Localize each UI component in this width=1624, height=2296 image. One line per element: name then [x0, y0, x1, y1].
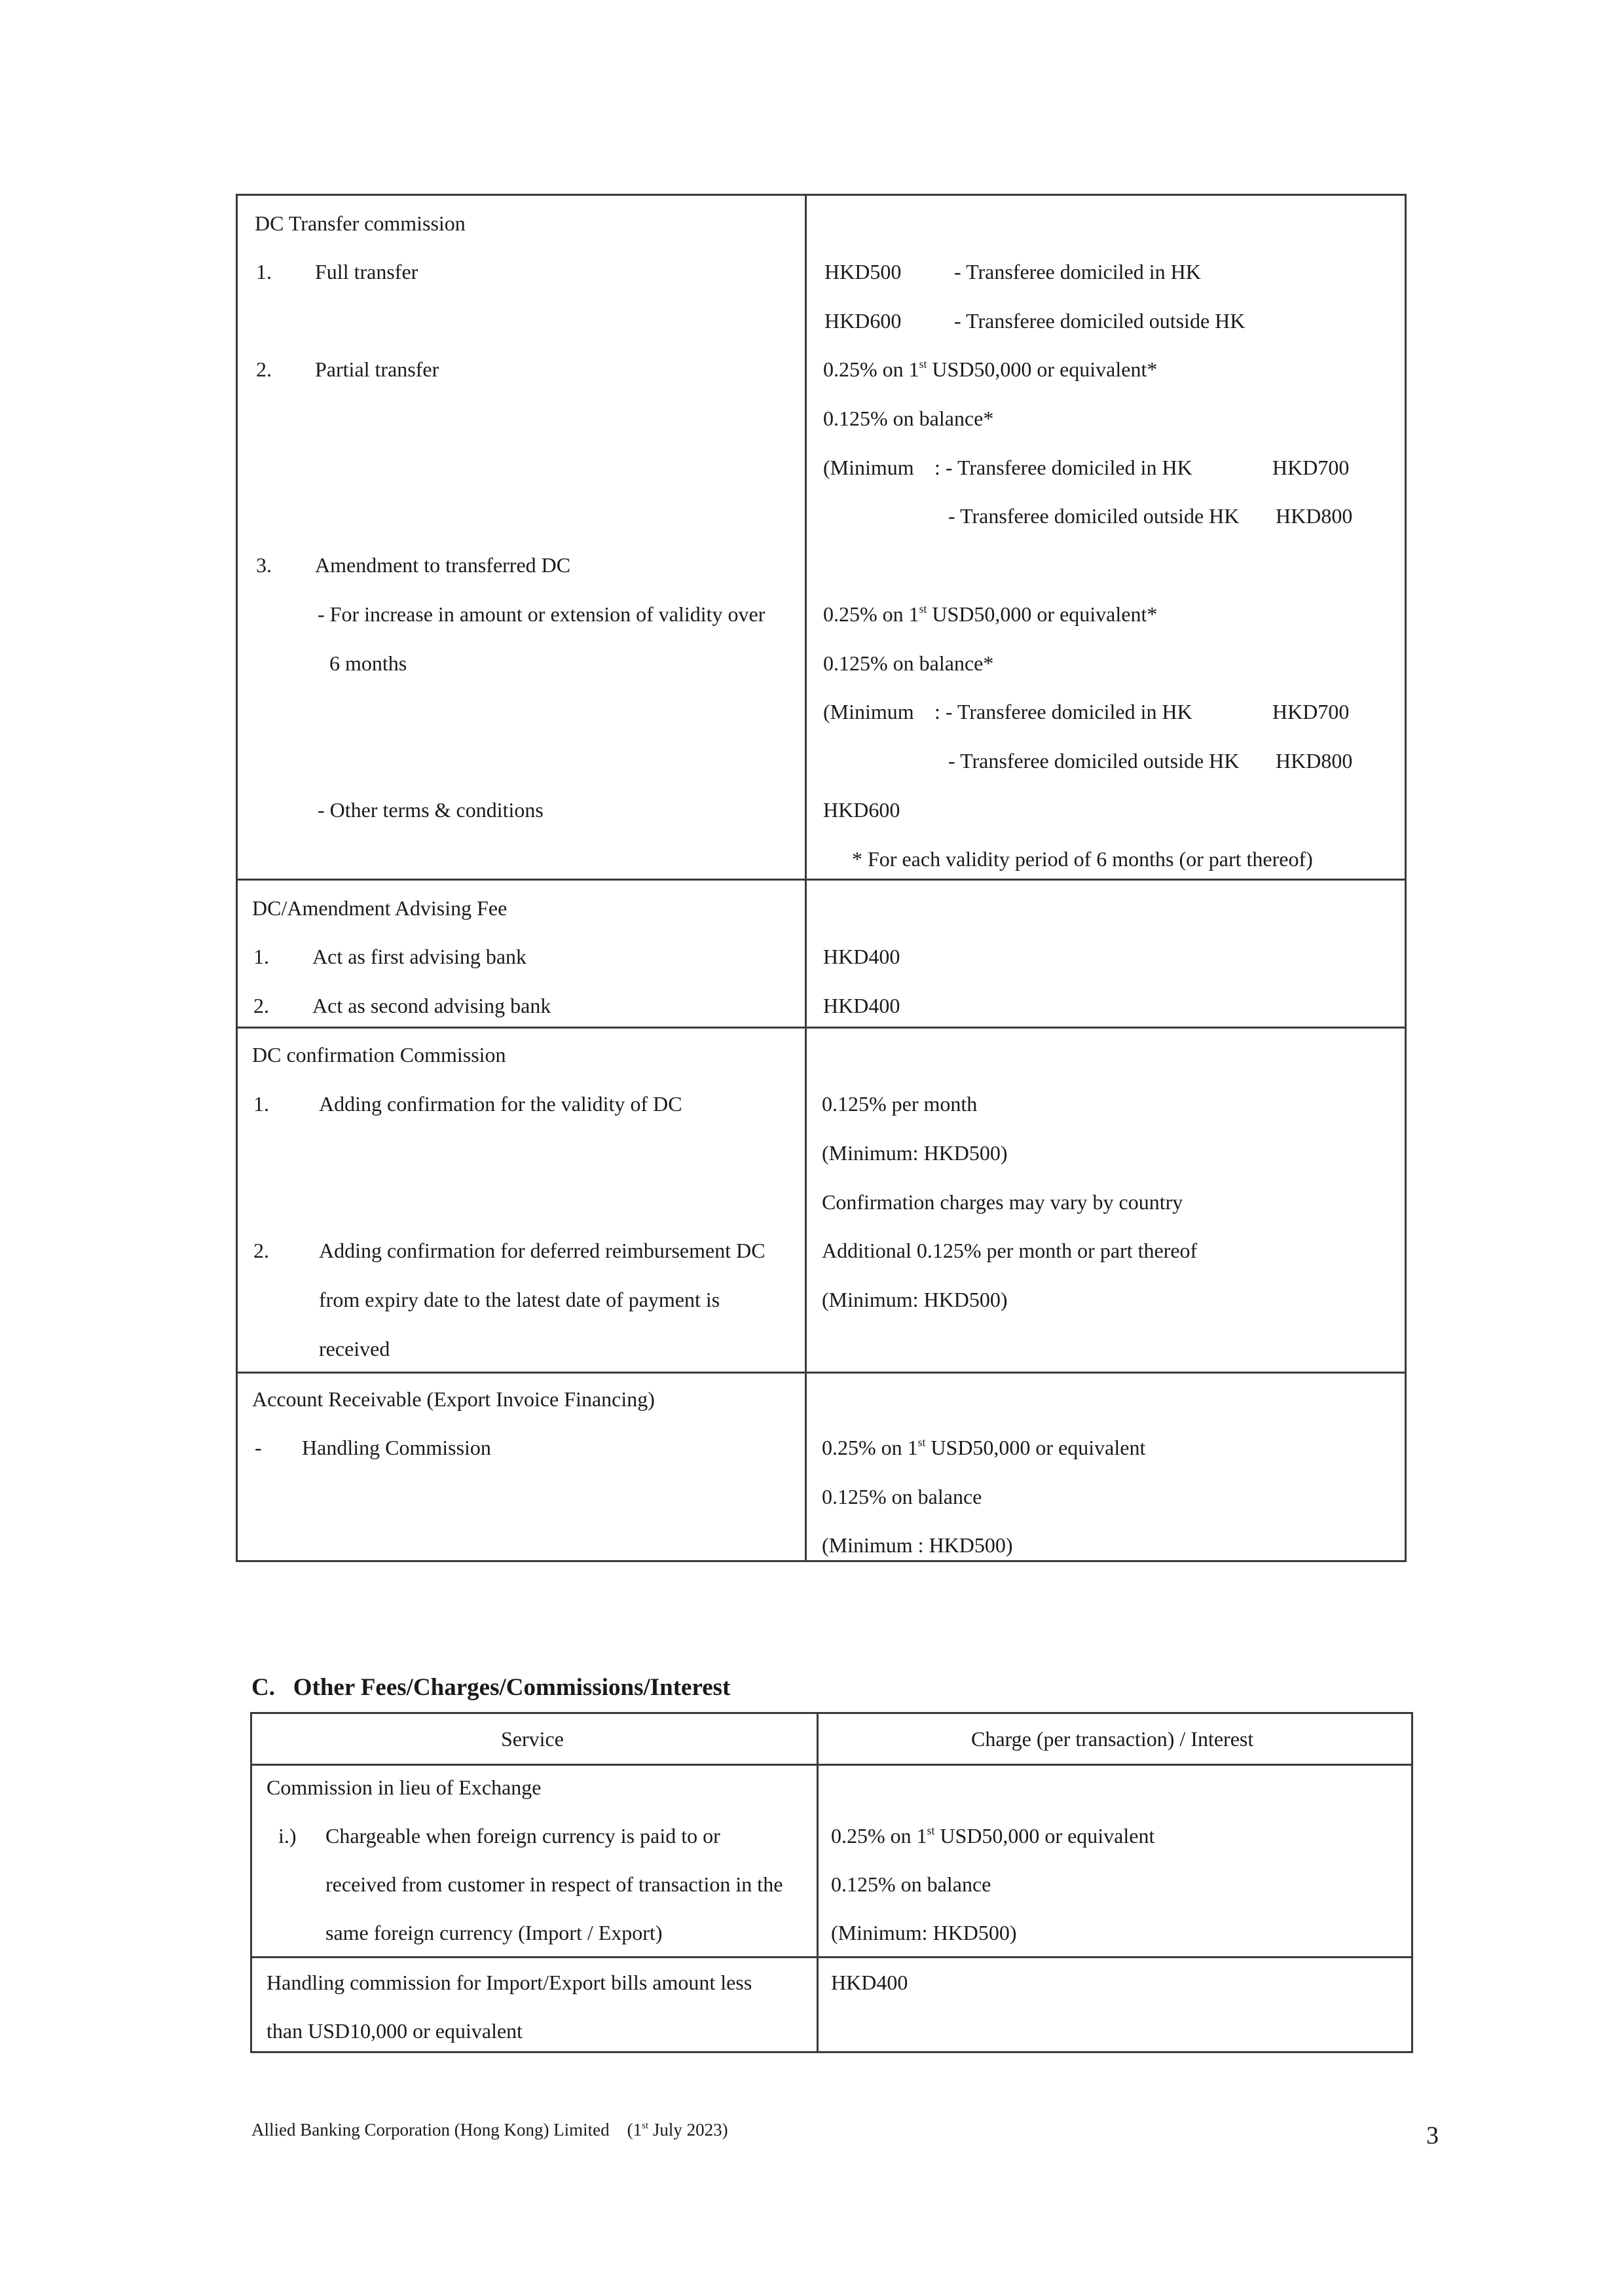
- rate-first-tier: 0.25% on 1st USD50,000 or equivalent*: [823, 602, 1158, 626]
- item-label-amendment: Amendment to transferred DC: [315, 553, 571, 577]
- fee-table-dc: [236, 194, 1407, 1562]
- item-label: from expiry date to the latest date of payment is: [319, 1288, 720, 1311]
- minimum: (Minimum: HKD500): [831, 1921, 1017, 1944]
- rate: 0.125% per month: [822, 1092, 978, 1116]
- rate-first-tier: 0.25% on 1st USD50,000 or equivalent: [831, 1823, 1155, 1848]
- minimum: (Minimum: HKD500): [822, 1141, 1008, 1165]
- item-label: Act as second advising bank: [312, 994, 551, 1017]
- row-divider: [252, 1764, 1411, 1766]
- sub-item-label: 6 months: [329, 651, 407, 675]
- row-title: than USD10,000 or equivalent: [267, 2019, 523, 2043]
- item-number: 1.: [256, 260, 272, 283]
- page-number: 3: [1426, 2122, 1439, 2149]
- fee-amount: HKD500: [824, 260, 902, 283]
- row-divider: [252, 1956, 1411, 1958]
- minimum-label: (Minimum: [823, 700, 914, 723]
- rate-first-tier: 0.25% on 1st USD50,000 or equivalent: [822, 1435, 1146, 1459]
- minimum-label: (Minimum: [823, 456, 914, 479]
- minimum-amount: HKD700: [1272, 700, 1350, 723]
- rate: Additional 0.125% per month or part thereof: [822, 1239, 1198, 1262]
- section-c-heading: C. Other Fees/Charges/Commissions/Interest: [251, 1674, 731, 1701]
- rate-balance: 0.125% on balance*: [823, 407, 994, 430]
- bullet: -: [255, 1436, 262, 1459]
- fee-table-other: [250, 1712, 1413, 2053]
- section-title-dc-transfer: DC Transfer commission: [255, 211, 466, 235]
- minimum-amount: HKD800: [1276, 749, 1353, 773]
- section-title-confirmation: DC confirmation Commission: [252, 1043, 506, 1066]
- minimum-description: : - Transferee domiciled in HK: [934, 700, 1192, 723]
- item-label: received: [319, 1337, 390, 1360]
- row-divider: [238, 879, 1405, 881]
- minimum: (Minimum: HKD500): [822, 1288, 1008, 1311]
- sub-item-label: - For increase in amount or extension of validity over: [318, 602, 766, 626]
- company-name: Allied Banking Corporation (Hong Kong) Limited: [251, 2120, 610, 2140]
- item-label: Adding confirmation for deferred reimbursement DC: [319, 1239, 766, 1262]
- sub-item-label: - Other terms & conditions: [318, 798, 544, 822]
- section-title-receivable: Account Receivable (Export Invoice Financing): [252, 1387, 655, 1411]
- column-header-service: Service: [501, 1727, 564, 1751]
- rate-first-tier: 0.25% on 1st USD50,000 or equivalent*: [823, 357, 1158, 381]
- rate-balance: 0.125% on balance*: [823, 651, 994, 675]
- effective-date: (1st July 2023): [627, 2120, 728, 2140]
- item-number: 2.: [256, 357, 272, 381]
- item-label-full-transfer: Full transfer: [315, 260, 418, 283]
- item-label: same foreign currency (Import / Export): [325, 1921, 663, 1944]
- row-title: Handling commission for Import/Export bills amount less: [267, 1971, 752, 1994]
- footnote: * For each validity period of 6 months (or part thereof): [852, 847, 1313, 871]
- page-footer: [251, 2120, 728, 2140]
- minimum-amount: HKD700: [1272, 456, 1350, 479]
- fee-amount: HKD600: [823, 798, 900, 822]
- item-number: 1.: [253, 945, 269, 968]
- rate-balance: 0.125% on balance: [831, 1872, 991, 1896]
- item-label: Adding confirmation for the validity of DC: [319, 1092, 682, 1116]
- minimum: (Minimum : HKD500): [822, 1533, 1013, 1557]
- fee-amount: HKD400: [823, 945, 900, 968]
- column-divider: [805, 196, 807, 1560]
- item-label-partial-transfer: Partial transfer: [315, 357, 439, 381]
- item-label: received from customer in respect of transaction in the: [325, 1872, 783, 1896]
- item-number: 3.: [256, 553, 272, 577]
- note: Confirmation charges may vary by country: [822, 1190, 1183, 1214]
- fee-description: - Transferee domiciled outside HK: [954, 309, 1246, 333]
- item-label: Chargeable when foreign currency is paid to or: [325, 1824, 720, 1848]
- column-header-charge: Charge (per transaction) / Interest: [971, 1727, 1254, 1751]
- minimum-amount: HKD800: [1276, 504, 1353, 528]
- minimum-description: : - Transferee domiciled in HK: [934, 456, 1192, 479]
- item-label: Act as first advising bank: [312, 945, 527, 968]
- fee-amount: HKD600: [824, 309, 902, 333]
- minimum-description: - Transferee domiciled outside HK: [948, 504, 1240, 528]
- item-number: 2.: [253, 1239, 269, 1262]
- item-number: i.): [278, 1824, 297, 1848]
- fee-description: - Transferee domiciled in HK: [954, 260, 1201, 283]
- row-title: Commission in lieu of Exchange: [267, 1776, 542, 1799]
- rate-balance: 0.125% on balance: [822, 1485, 982, 1508]
- minimum-description: - Transferee domiciled outside HK: [948, 749, 1240, 773]
- fee-amount: HKD400: [831, 1971, 908, 1994]
- item-number: 1.: [253, 1092, 269, 1116]
- item-number: 2.: [253, 994, 269, 1017]
- row-divider: [238, 1027, 1405, 1029]
- section-title-advising: DC/Amendment Advising Fee: [252, 896, 507, 920]
- item-label: Handling Commission: [302, 1436, 491, 1459]
- fee-amount: HKD400: [823, 994, 900, 1017]
- row-divider: [238, 1372, 1405, 1374]
